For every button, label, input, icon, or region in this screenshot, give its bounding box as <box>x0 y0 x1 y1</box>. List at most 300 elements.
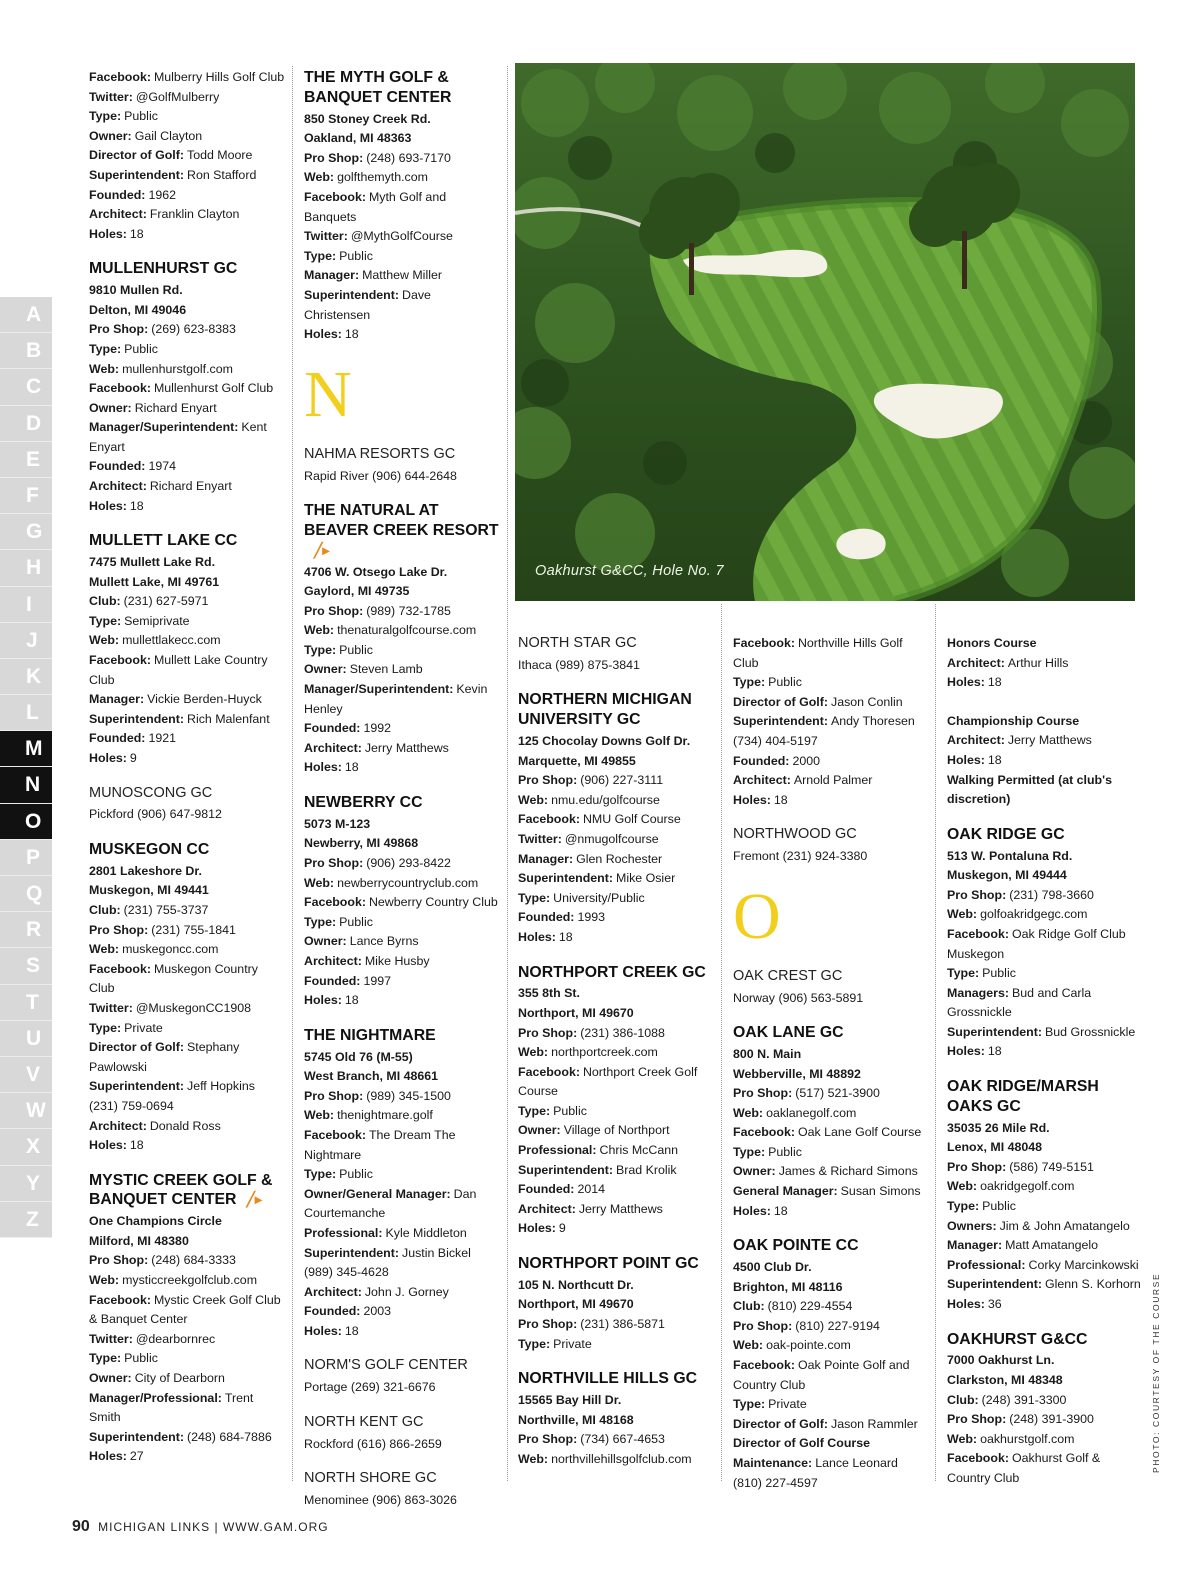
alphabet-letter-g[interactable]: G <box>0 514 52 550</box>
alphabet-letter-j[interactable]: J <box>0 623 52 659</box>
field-value: Public <box>339 248 373 263</box>
field-line <box>89 999 285 1019</box>
course-name <box>947 825 1143 845</box>
course-address: Lenox, MI 48048 <box>947 1140 1043 1155</box>
course-entry <box>518 963 714 1240</box>
field-value: 1974 <box>148 459 177 474</box>
field-label: Facebook: <box>947 1451 1009 1466</box>
course-name-text: OAK CREST GC <box>733 967 843 984</box>
field-line <box>518 869 714 889</box>
field-line <box>89 379 285 399</box>
field-value: 18 <box>987 1044 1002 1059</box>
field-line <box>304 1106 500 1126</box>
alphabet-letter-a[interactable]: A <box>0 297 52 333</box>
field-value: Newberry Country Club <box>368 895 498 910</box>
web-link[interactable]: northportcreek.com <box>551 1045 658 1060</box>
field-value: Jerry Matthews <box>578 1201 663 1216</box>
field-label: Type: <box>89 341 122 356</box>
field-label: Managers: <box>947 985 1009 1000</box>
field-label: Superintendent: <box>304 1245 399 1260</box>
field-label: Web: <box>733 1105 764 1120</box>
alphabet-letter-f[interactable]: F <box>0 478 52 514</box>
field-value: 2000 <box>792 753 821 768</box>
course-location-phone: Ithaca (989) 875-3841 <box>518 657 640 672</box>
field-value: Mike Osier <box>616 871 676 886</box>
course-address: 105 N. Northcutt Dr. <box>518 1277 634 1292</box>
field-value: Richard Enyart <box>134 400 217 415</box>
field-label: Web: <box>518 792 549 807</box>
field-line <box>304 1302 500 1322</box>
field-line <box>89 225 285 245</box>
course-name-text: MUSKEGON CC <box>89 840 210 858</box>
field-line <box>947 751 1143 771</box>
web-link[interactable]: oakhurstgolf.com <box>980 1431 1075 1446</box>
field-value: (586) 749-5151 <box>1009 1159 1094 1174</box>
alphabet-letter-t[interactable]: T <box>0 985 52 1021</box>
course-name-text: NEWBERRY CC <box>304 794 423 812</box>
field-value: Bud Grossnickle <box>1045 1024 1136 1039</box>
field-line <box>733 634 929 673</box>
field-line <box>733 791 929 811</box>
course-name <box>304 793 500 813</box>
web-link[interactable]: thenightmare.golf <box>337 1108 433 1123</box>
field-line <box>304 739 500 759</box>
field-label: Holes: <box>304 327 342 342</box>
field-line <box>518 1141 714 1161</box>
field-value: Gail Clayton <box>134 128 203 143</box>
field-label: Type: <box>89 613 122 628</box>
field-label: Club: <box>733 1299 765 1314</box>
field-label: Owner: <box>89 128 132 143</box>
field-label: Architect: <box>733 773 791 788</box>
field-line <box>733 712 929 751</box>
field-line <box>304 952 500 972</box>
course-name <box>304 68 500 108</box>
field-value: Kevin Henley <box>304 682 488 716</box>
web-link[interactable]: oak-pointe.com <box>766 1338 851 1353</box>
field-line <box>733 1084 929 1104</box>
field-value: (231) 386-1088 <box>580 1025 665 1040</box>
field-label: Manager: <box>89 692 145 707</box>
field-line <box>304 1224 500 1244</box>
field-value: Glen Rochester <box>576 851 663 866</box>
field-line <box>518 1335 714 1355</box>
alphabet-letter-p[interactable]: P <box>0 840 52 876</box>
field-label: Director of Golf: <box>733 694 828 709</box>
field-value: 18 <box>558 929 573 944</box>
course-name-text: THE MYTH GOLF & BANQUET CENTER <box>304 69 452 106</box>
field-label: Professional: <box>304 1225 383 1240</box>
course-name <box>89 840 285 860</box>
field-line <box>733 1123 929 1143</box>
course-address: 2801 Lakeshore Dr. <box>89 863 202 878</box>
alphabet-letter-c[interactable]: C <box>0 369 52 405</box>
course-address: Milford, MI 48380 <box>89 1233 189 1248</box>
web-link[interactable]: oaklanegolf.com <box>766 1105 857 1120</box>
field-label: Owner: <box>304 662 347 677</box>
alphabet-letter-i[interactable]: I <box>0 587 52 623</box>
field-label: Founded: <box>304 973 361 988</box>
course-name <box>947 1330 1143 1350</box>
field-label: Web: <box>733 1338 764 1353</box>
course-address: Brighton, MI 48116 <box>733 1279 843 1294</box>
course-location-phone: Rockford (616) 866-2659 <box>304 1436 442 1451</box>
field-value: 9 <box>129 751 137 765</box>
field-label: Founded: <box>518 1182 575 1197</box>
field-value: Ron Stafford <box>187 167 257 182</box>
field-line <box>947 1256 1143 1276</box>
field-label: Facebook: <box>304 895 366 910</box>
field-line <box>518 850 714 870</box>
field-label: Architect: <box>304 1284 362 1299</box>
web-link[interactable]: golfthemyth.com <box>337 170 428 185</box>
field-value: Dan Courtemanche <box>304 1186 477 1221</box>
field-value: 18 <box>344 1323 359 1338</box>
field-label: Pro Shop: <box>518 1317 578 1332</box>
field-value: Public <box>124 1351 158 1366</box>
field-value: Kent Enyart <box>89 420 267 454</box>
field-line <box>89 1019 285 1039</box>
alphabet-letter-b[interactable]: B <box>0 333 52 369</box>
course-address: Mullett Lake, MI 49761 <box>89 574 220 589</box>
field-label: Superintendent: <box>518 1162 613 1177</box>
field-label: Twitter: <box>518 831 562 846</box>
field-label: Facebook: <box>89 653 151 668</box>
web-link[interactable]: muskegoncc.com <box>122 942 219 957</box>
course-address: Delton, MI 49046 <box>89 302 187 317</box>
field-line <box>518 1043 714 1063</box>
field-line <box>947 1197 1143 1217</box>
field-line <box>947 771 1143 810</box>
field-label: Web: <box>89 361 120 376</box>
field-value: Public <box>768 675 802 690</box>
field-line <box>947 1158 1143 1178</box>
field-label: Pro Shop: <box>89 1253 149 1268</box>
field-value: James & Richard Simons <box>778 1164 918 1179</box>
web-link[interactable]: mullenhurstgolf.com <box>122 361 233 376</box>
web-link[interactable]: mysticcreekgolfclub.com <box>122 1273 258 1288</box>
field-value: 1921 <box>148 731 177 746</box>
field-line <box>89 186 285 206</box>
course-entry <box>733 967 929 1008</box>
course-address: 9810 Mullen Rd. <box>89 283 183 298</box>
field-value: Myth Golf and Banquets <box>304 189 447 224</box>
field-value: Jeff Hopkins (231) 759-0694 <box>89 1079 255 1113</box>
directory-column-1 <box>89 68 285 1482</box>
alphabet-letter-z[interactable]: Z <box>0 1202 52 1238</box>
field-value: Jerry Matthews <box>364 740 449 755</box>
field-value: Public <box>339 1167 373 1182</box>
field-line <box>304 893 500 913</box>
field-line <box>733 1317 929 1337</box>
column-divider <box>721 604 722 1481</box>
field-label: Pro Shop: <box>304 1088 364 1103</box>
field-value: Public <box>768 1144 802 1159</box>
field-line <box>733 673 929 693</box>
web-link[interactable]: newberrycountryclub.com <box>337 875 479 890</box>
field-value: Chris McCann <box>599 1143 678 1158</box>
field-label: Director of Golf: <box>89 148 184 163</box>
web-link[interactable]: golfoakridgegc.com <box>980 907 1088 922</box>
field-label: Owner/General Manager: <box>304 1186 451 1201</box>
alphabet-letter-l[interactable]: L <box>0 695 52 731</box>
field-value: Jerry Matthews <box>1007 733 1092 748</box>
field-label: Manager: <box>518 851 574 866</box>
field-value: Trent Smith <box>89 1390 254 1425</box>
course-address: 15565 Bay Hill Dr. <box>518 1393 622 1407</box>
field-line <box>304 227 500 247</box>
field-line <box>518 1200 714 1220</box>
field-line <box>733 771 929 791</box>
field-label: Holes: <box>304 993 342 1008</box>
alphabet-index <box>0 297 52 1238</box>
field-line <box>947 673 1143 693</box>
field-label: Superintendent: <box>89 711 184 726</box>
field-line <box>518 1161 714 1181</box>
course-name <box>89 259 285 279</box>
alphabet-letter-x[interactable]: X <box>0 1129 52 1165</box>
alphabet-letter-r[interactable]: R <box>0 912 52 948</box>
alphabet-letter-u[interactable]: U <box>0 1021 52 1057</box>
field-line <box>304 641 500 661</box>
field-value: 18 <box>129 1138 144 1153</box>
field-value: Jason Rammler <box>831 1416 918 1431</box>
course-entry <box>89 840 285 1156</box>
field-label: Superintendent: <box>304 287 399 302</box>
alphabet-letter-e[interactable]: E <box>0 442 52 478</box>
field-line <box>518 889 714 909</box>
field-value: Public <box>553 1103 587 1118</box>
alphabet-letter-y[interactable]: Y <box>0 1166 52 1202</box>
field-value: Public <box>982 966 1016 981</box>
field-label: Web: <box>518 1451 549 1466</box>
course-location-phone: Pickford (906) 647-9812 <box>89 807 222 822</box>
field-label: Pro Shop: <box>947 1159 1007 1174</box>
field-value: (906) 227-3111 <box>580 773 664 788</box>
field-label: Facebook: <box>733 1125 795 1140</box>
field-line <box>89 457 285 477</box>
field-label: Owners: <box>947 1218 997 1233</box>
field-value: City of Dearborn <box>134 1371 225 1386</box>
field-value: Oak Lane Golf Course <box>797 1125 922 1140</box>
alphabet-letter-q[interactable]: Q <box>0 876 52 912</box>
field-label: Holes: <box>733 792 771 807</box>
field-value: 36 <box>987 1297 1002 1312</box>
field-label: Owner: <box>518 1123 561 1138</box>
field-line <box>733 1356 929 1395</box>
field-value: (231) 627-5971 <box>123 594 209 609</box>
field-line <box>947 1177 1143 1197</box>
alphabet-letter-m[interactable]: M <box>0 731 52 767</box>
web-link[interactable]: northvillehillsgolfclub.com <box>551 1451 692 1466</box>
course-photo <box>515 63 1135 601</box>
field-label: Manager/Superintendent: <box>304 682 454 697</box>
field-line <box>89 1136 285 1156</box>
field-label: Director of Golf Course Maintenance: <box>733 1436 870 1470</box>
alphabet-letter-o[interactable]: O <box>0 804 52 840</box>
alphabet-letter-h[interactable]: H <box>0 550 52 586</box>
alphabet-letter-s[interactable]: S <box>0 948 52 984</box>
course-entry <box>733 634 929 810</box>
field-line <box>304 602 500 622</box>
field-label: Club: <box>947 1392 979 1407</box>
course-entry <box>89 68 285 244</box>
field-label: Type: <box>304 248 337 263</box>
field-value: (906) 293-8422 <box>366 856 451 871</box>
course-name <box>733 967 929 987</box>
field-line <box>89 1447 285 1467</box>
course-address: Northville, MI 48168 <box>518 1412 634 1427</box>
directory-column-2 <box>304 68 500 1526</box>
alphabet-letter-n[interactable]: N <box>0 767 52 803</box>
course-entry <box>947 825 1143 1062</box>
field-value: 1962 <box>148 187 177 202</box>
course-entry <box>733 1023 929 1221</box>
field-value: Private <box>553 1336 592 1351</box>
field-line <box>89 166 285 186</box>
web-link[interactable]: thenaturalgolfcourse.com <box>337 623 477 638</box>
field-line <box>304 1322 500 1342</box>
field-line <box>89 477 285 497</box>
course-entry <box>304 501 500 778</box>
alphabet-letter-v[interactable]: V <box>0 1057 52 1093</box>
field-line <box>947 1430 1143 1450</box>
field-value: Semiprivate <box>124 613 190 628</box>
field-line <box>733 1202 929 1222</box>
course-location-phone: Norway (906) 563-5891 <box>733 990 864 1005</box>
field-label: Pro Shop: <box>89 322 149 337</box>
section-letter: N <box>304 357 352 431</box>
field-label: Web: <box>304 875 335 890</box>
field-value: (231) 755-1841 <box>151 922 236 937</box>
field-line <box>304 149 500 169</box>
course-address: Northport, MI 49670 <box>518 1005 634 1020</box>
field-value: Glenn S. Korhorn <box>1045 1277 1141 1292</box>
course-name <box>89 1171 285 1211</box>
field-label: Type: <box>89 1351 122 1366</box>
field-line <box>304 286 500 325</box>
course-address: 125 Chocolay Downs Golf Dr. <box>518 733 691 748</box>
course-name-text: NORTHVILLE HILLS GC <box>518 1370 698 1388</box>
field-label: Superintendent: <box>89 167 184 182</box>
course-name-text: NORTHPORT CREEK GC <box>518 963 706 981</box>
field-line <box>89 1291 285 1330</box>
field-label: Pro Shop: <box>733 1318 793 1333</box>
field-line <box>947 886 1143 906</box>
field-label: Pro Shop: <box>304 856 364 871</box>
field-value: (248) 391-3300 <box>981 1392 1067 1407</box>
field-label: Manager/Professional: <box>89 1390 222 1405</box>
course-name-text: OAKHURST G&CC <box>947 1330 1088 1348</box>
field-value: Mystic Creek Golf Club & Banquet Center <box>89 1292 281 1327</box>
field-line <box>304 1087 500 1107</box>
field-label: Holes: <box>89 226 127 241</box>
field-label: Web: <box>947 1179 978 1194</box>
field-label: Founded: <box>89 459 146 474</box>
field-value: 1997 <box>363 973 392 988</box>
field-value: (989) 345-1500 <box>366 1088 451 1103</box>
course-name <box>518 690 714 730</box>
field-value: Public <box>124 341 158 356</box>
field-value: (231) 798-3660 <box>1009 887 1094 902</box>
web-link[interactable]: nmu.edu/golfcourse <box>551 792 660 807</box>
field-label: Type: <box>733 1144 766 1159</box>
field-label: Twitter: <box>89 1000 133 1015</box>
field-label: Owner: <box>733 1164 776 1179</box>
field-label: Manager: <box>947 1238 1003 1253</box>
course-address: 4706 W. Otsego Lake Dr. <box>304 564 448 579</box>
field-line <box>89 1349 285 1369</box>
web-link[interactable]: oakridgegolf.com <box>980 1179 1075 1194</box>
field-value: Public <box>124 109 158 124</box>
field-line <box>733 1297 929 1317</box>
course-entry <box>518 1254 714 1354</box>
field-line <box>947 964 1143 984</box>
field-value: Public <box>982 1199 1016 1214</box>
course-name <box>304 1026 500 1046</box>
field-label: Holes: <box>947 675 985 690</box>
field-line <box>304 188 500 227</box>
field-label: Architect: <box>304 953 362 968</box>
course-name <box>304 1469 500 1489</box>
field-label: Holes: <box>89 1138 127 1153</box>
field-value: @MythGolfCourse <box>350 229 453 244</box>
field-label: Web: <box>947 1431 978 1446</box>
field-value: Muskegon Country Club <box>89 961 258 996</box>
course-address: 800 N. Main <box>733 1046 802 1061</box>
field-line <box>733 1143 929 1163</box>
course-entry <box>304 1026 500 1342</box>
page-footer <box>72 1518 329 1536</box>
field-value: @GolfMulberry <box>135 89 220 104</box>
field-value: (231) 386-5871 <box>580 1317 665 1332</box>
course-entry <box>947 634 1143 810</box>
field-line <box>304 1283 500 1303</box>
field-value: @MuskegonCC1908 <box>135 1000 252 1015</box>
alphabet-letter-k[interactable]: K <box>0 659 52 695</box>
field-value: University/Public <box>553 890 645 905</box>
field-label: Holes: <box>947 752 985 767</box>
field-label: Web: <box>304 1108 335 1123</box>
alphabet-letter-d[interactable]: D <box>0 406 52 442</box>
field-line <box>89 399 285 419</box>
field-line <box>518 1024 714 1044</box>
course-entry <box>304 1413 500 1454</box>
course-entry <box>89 1171 285 1467</box>
field-label: Architect: <box>304 740 362 755</box>
field-line <box>89 749 285 769</box>
alphabet-letter-w[interactable]: W <box>0 1093 52 1129</box>
field-label: Facebook: <box>947 926 1009 941</box>
column-divider <box>507 66 508 1481</box>
field-label: Owner: <box>89 400 132 415</box>
field-value: Brad Krolik <box>616 1162 677 1177</box>
field-label: Owner: <box>304 934 347 949</box>
field-value: Steven Lamb <box>349 662 423 677</box>
field-label: Facebook: <box>733 636 795 650</box>
field-value: John J. Gorney <box>364 1284 449 1299</box>
field-label: Type: <box>947 966 980 981</box>
field-line <box>518 1063 714 1102</box>
field-line <box>304 932 500 952</box>
field-line <box>304 1244 500 1283</box>
field-line <box>304 991 500 1011</box>
field-line <box>947 1217 1143 1237</box>
field-value: 2003 <box>363 1304 392 1319</box>
directory-column-5 <box>947 634 1143 1504</box>
field-label: Holes: <box>518 1221 556 1236</box>
web-link[interactable]: mullettlakecc.com <box>122 633 221 648</box>
